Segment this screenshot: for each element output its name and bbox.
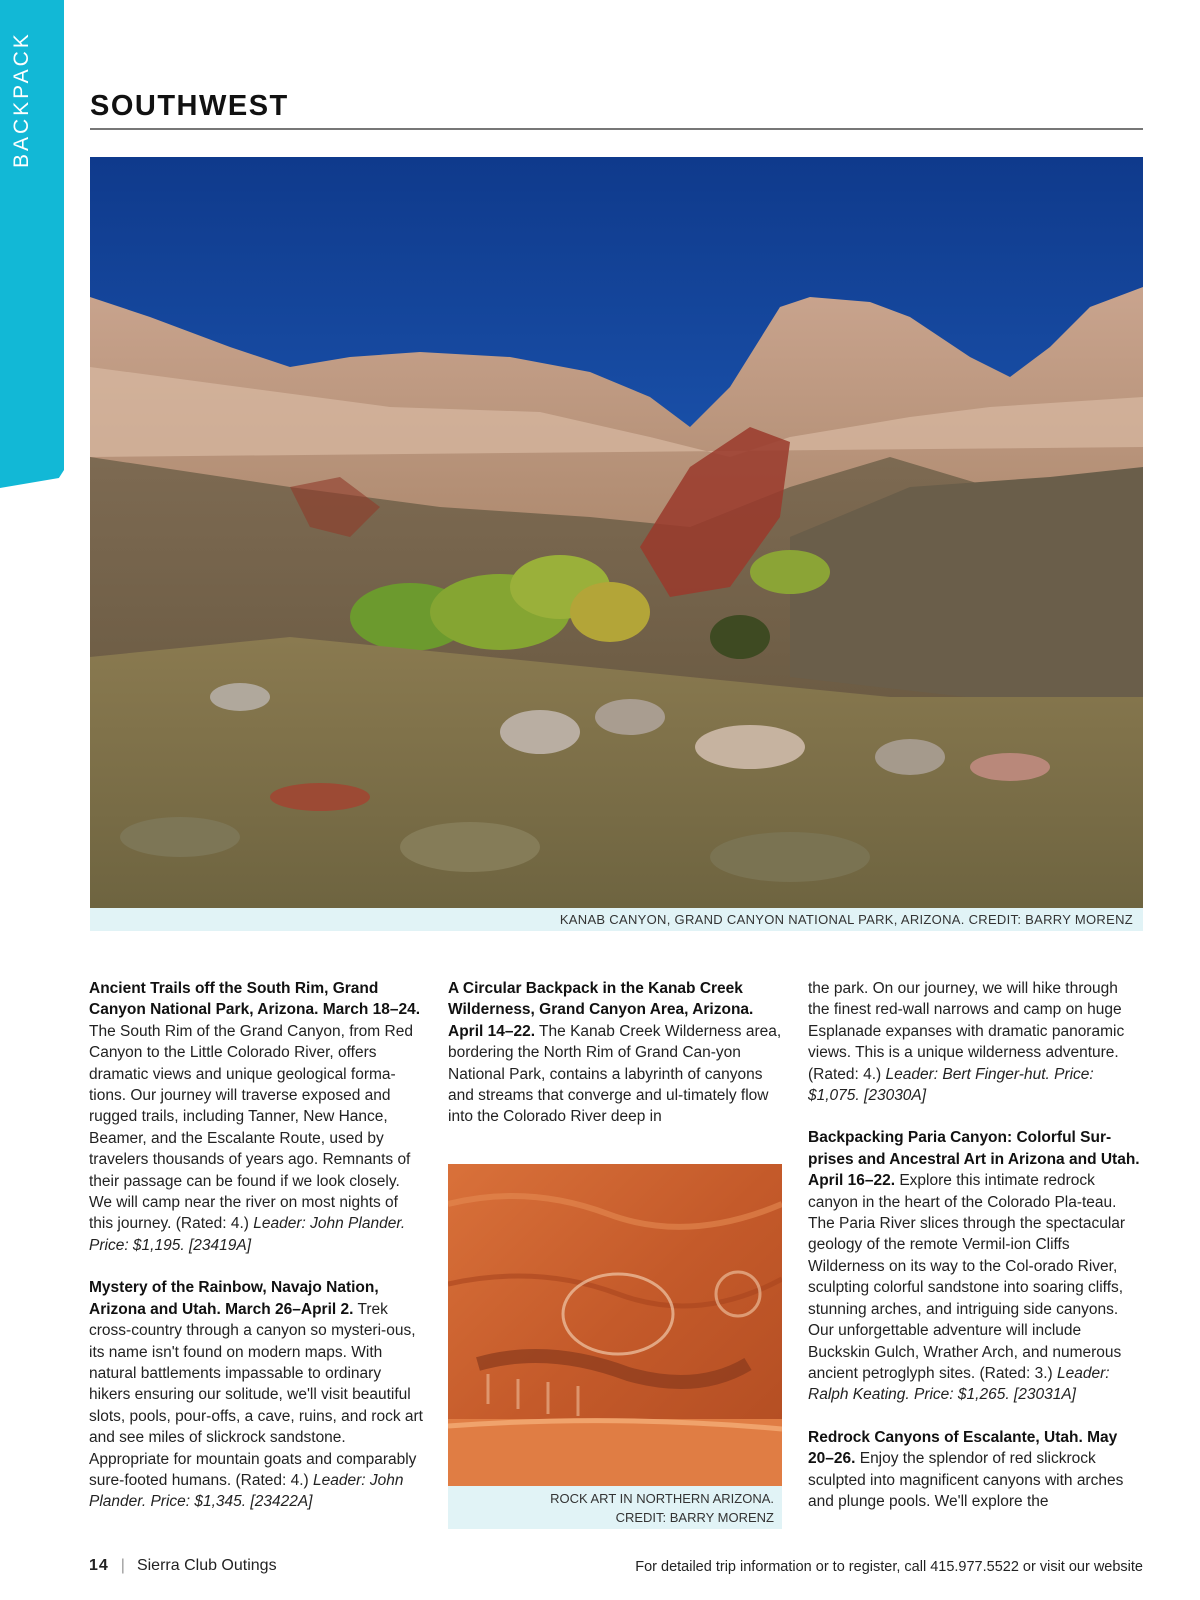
footer-note: For detailed trip information or to register, call 415.977.5522 or visit our website [635, 1559, 1143, 1575]
trip-leader-price: Leader: John Plander. Price: $1,195. [23419A] [89, 1215, 406, 1254]
text-column-1 [89, 978, 423, 1534]
trip-body: The South Rim of the Grand Canyon, from Red Canyon to the Little Colorado River, offers dramatic views and unique geological forma-tions. Our journey will traverse exposed and rugged trails, including Tanner, New Hance, Beamer, and the Escalante Route, used by travelers thousands of years ago. Remnants of their passage can be found if we look closely. We will camp near the river on most nights of this journey. (Rated: 4.) [89, 1022, 413, 1233]
trip-title: Ancient Trails off the South Rim, Grand Canyon National Park, Arizona. March 18–24. [89, 980, 421, 1019]
trip-listing [808, 1127, 1142, 1405]
trip-body: Trek cross-country through a canyon so mysteri-ous, its name isn't found on modern maps. With natural battlements impassable to ordinary hikers ensuring our solitude, we'll visit beautiful slots, pools, pour-offs, a cave, ruins, and rock art and see miles of slickrock sandstone. Appropriate for mountain goats and comparably sure-footed humans. (Rated: 4.) [89, 1300, 423, 1489]
trip-body: The Kanab Creek Wilderness area, bordering the North Rim of Grand Can-yon National Park, contains a labyrinth of canyons and streams that converge and ul-timately flow into the Colorado River deep in [448, 1022, 782, 1126]
publication-name: Sierra Club Outings [136, 1557, 277, 1574]
hero-photo [90, 157, 1143, 908]
page-number: 14 [89, 1557, 109, 1574]
trip-leader-price: Leader: Bert Finger-hut. Price: $1,075. [23030A] [808, 1065, 1094, 1105]
side-tab-label: BACKPACK [10, 31, 33, 168]
inset-caption [448, 1486, 782, 1529]
section-title: SOUTHWEST [90, 90, 289, 122]
footer-left [89, 1557, 277, 1575]
trip-title: Redrock Canyons of Escalante, Utah. May 20–26. [808, 1428, 1118, 1468]
text-column-3 [808, 978, 1142, 1533]
trip-leader-price: Leader: John Plander. Price: $1,345. [23422A] [89, 1471, 404, 1511]
hero-caption: KANAB CANYON, GRAND CANYON NATIONAL PARK, ARIZONA. CREDIT: BARRY MORENZ [90, 908, 1143, 931]
trip-body: Explore this intimate redrock canyon in the heart of the Colorado Pla-teau. The Paria River slices through the spectacular geology of the remote Vermil-ion Cliffs Wilderness on its way to the Col-orado River, sculpting colorful sandstone into soaring cliffs, stunning arches, and intriguing side canyons. Our unforgettable adventure will include Buckskin Gulch, Wrather Arch, and numerous ancient petroglyph sites. (Rated: 3.) [808, 1172, 1126, 1382]
trip-title: Backpacking Paria Canyon: Colorful Sur-prises and Ancestral Art in Arizona and Utah. April 16–22. [808, 1129, 1140, 1190]
trip-leader-price: Leader: Ralph Keating. Price: $1,265. [23031A] [808, 1364, 1110, 1404]
trip-title: Mystery of the Rainbow, Navajo Nation, Arizona and Utah. March 26–April 2. [89, 1279, 379, 1318]
inset-caption-line: CREDIT: BARRY MORENZ [615, 1510, 774, 1525]
trip-listing [448, 978, 782, 1128]
text-column-2 [448, 978, 782, 1149]
footer-separator: | [120, 1557, 125, 1574]
trip-listing-continued [808, 978, 1142, 1106]
rock-art-photo [448, 1164, 782, 1486]
trip-body: the park. On our journey, we will hike through the finest red-wall narrows and camp on huge Esplanade expanses with dramatic panoramic views. This is a unique wilderness adventure. (Rated: 4.) [808, 980, 1125, 1083]
title-rule [90, 128, 1143, 130]
trip-listing [808, 1427, 1142, 1513]
trip-body: Enjoy the splendor of red slickrock sculpted into magnificent canyons with arches and plunge pools. We'll explore the [808, 1450, 1124, 1510]
trip-listing [89, 978, 423, 1256]
inset-caption-line: ROCK ART IN NORTHERN ARIZONA. [550, 1491, 774, 1506]
trip-title: A Circular Backpack in the Kanab Creek Wilderness, Grand Canyon Area, Arizona. April 14–22. [448, 980, 754, 1040]
trip-listing [89, 1277, 423, 1512]
